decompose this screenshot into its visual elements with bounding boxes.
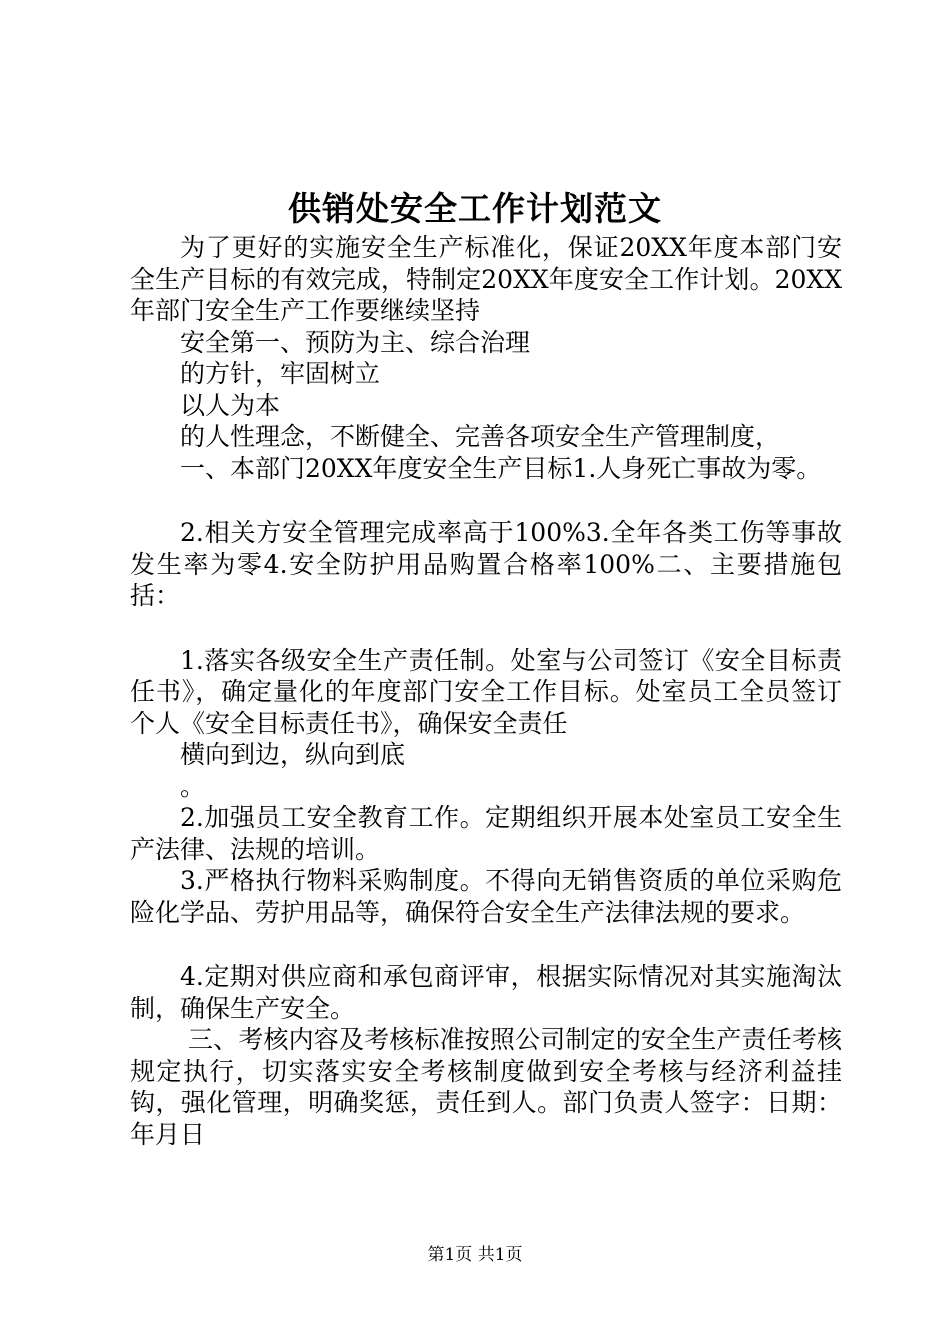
paragraph-people-oriented: 以人为本 <box>180 390 281 420</box>
document-body <box>130 232 842 1150</box>
paragraph-period: 。 <box>180 771 206 801</box>
page-footer: 第1页 共1页 <box>427 1245 523 1265</box>
paragraph-intro: 为了更好的实施安全生产标准化，保证20XX年度本部门安全生产目标的有效完成，特制定20XX年度安全工作计划。20XX年部门安全生产工作要继续坚持 <box>130 233 842 325</box>
paragraph-section-three: 三、考核内容及考核标准按照公司制定的安全生产责任考核规定执行，切实落实安全考核制度做到安全考核与经济利益挂钩，强化管理，明确奖惩，责任到人。部门负责人签字：日期：年月日 <box>130 1025 842 1149</box>
paragraph-targets: 2.相关方安全管理完成率高于100%3.全年各类工伤等事故发生率为零4.安全防护用品购置合格率100%二、主要措施包括： <box>130 518 842 610</box>
document-title: 供销处安全工作计划范文 <box>288 189 662 228</box>
paragraph-responsibility-phrase: 横向到边，纵向到底 <box>180 740 406 769</box>
paragraph-measure-three: 3.严格执行物料采购制度。不得向无销售资质的单位采购危险化学品、劳护用品等，确保符合安全生产法律法规的要求。 <box>130 866 842 927</box>
paragraph-measure-two: 2.加强员工安全教育工作。定期组织开展本处室员工安全生产法律、法规的培训。 <box>130 803 842 864</box>
paragraph-policy-phrase: 安全第一、预防为主、综合治理 <box>180 327 531 357</box>
paragraph-section-one: 一、本部门20XX年度安全生产目标1.人身死亡事故为零。 <box>180 453 822 483</box>
paragraph-philosophy: 的人性理念，不断健全、完善各项安全生产管理制度， <box>180 422 781 451</box>
paragraph-policy-suffix: 的方针，牢固树立 <box>180 359 381 388</box>
paragraph-measure-one: 1.落实各级安全生产责任制。处室与公司签订《安全目标责任书》，确定量化的年度部门安全工作目标。处室员工全员签订个人《安全目标责任书》，确保安全责任 <box>130 645 842 738</box>
paragraph-measure-four: 4.定期对供应商和承包商评审，根据实际情况对其实施淘汰制，确保生产安全。 <box>130 962 842 1023</box>
